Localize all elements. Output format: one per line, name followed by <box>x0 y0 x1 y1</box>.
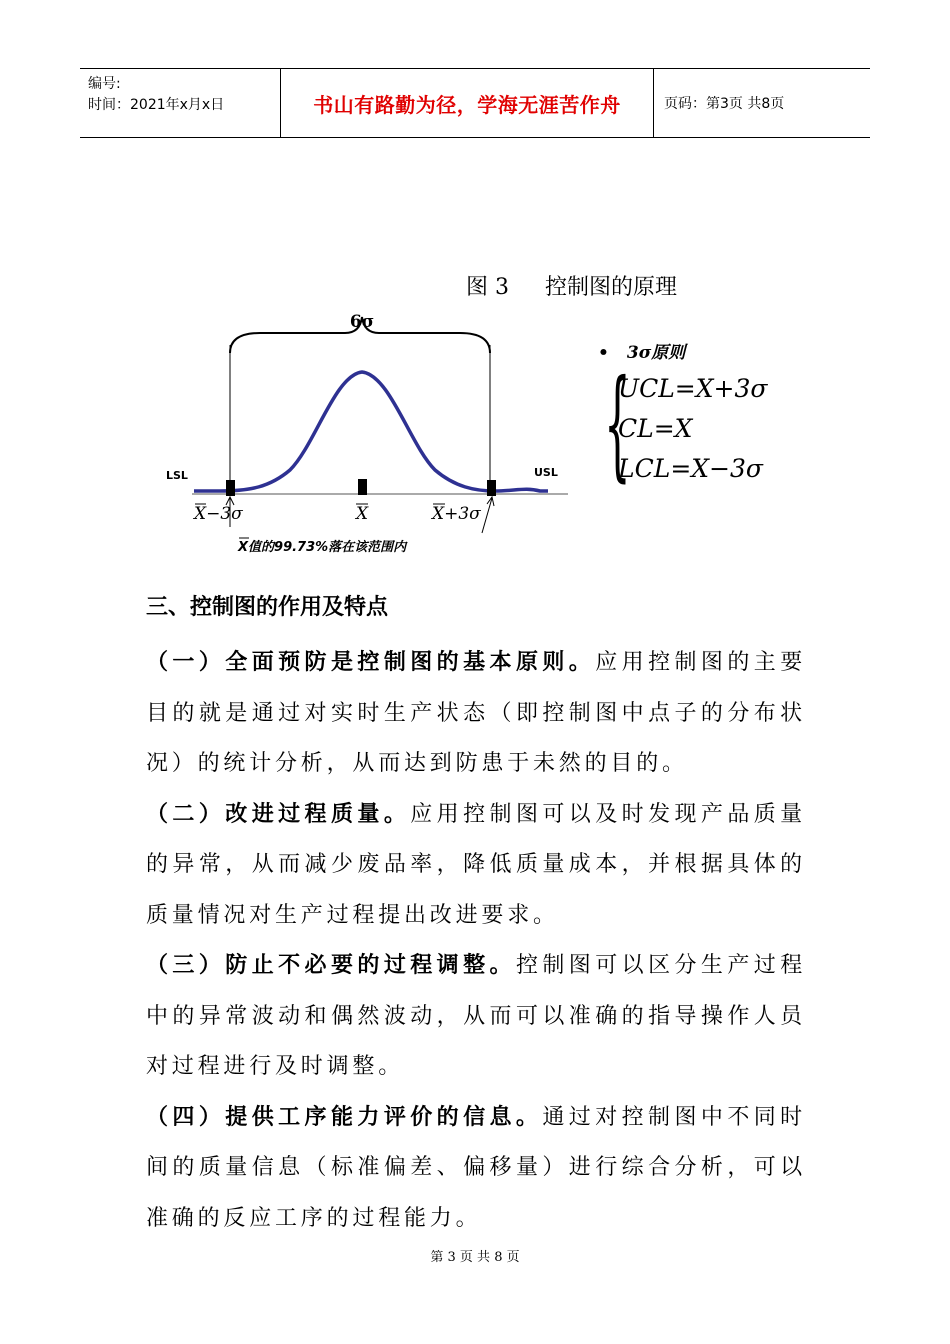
paragraph-3-text: 控制图可以区分生产过程中的异常波动和偶然波动，从而可以准确的指导操作人员对过程进行及时调整。 <box>146 953 806 1079</box>
figure-caption <box>466 270 677 301</box>
three-sigma-rule-box <box>598 338 828 498</box>
paragraph-2-text: 应用控制图可以及时发现产品质量的异常，从而减少废品率，降低质量成本，并根据具体的质量情况对生产过程提出改进要求。 <box>146 801 806 928</box>
bullet-icon: • <box>598 343 609 363</box>
range-note: X值的99.73%落在该范围内 <box>238 540 407 555</box>
paragraph-4 <box>146 1093 806 1245</box>
paragraph-1-heading: （一）全面预防是控制图的基本原则。 <box>146 650 596 675</box>
header-page-cell <box>654 69 870 137</box>
number-label: 编号: <box>88 76 121 92</box>
figure-caption-text: 控制图的原理 <box>545 275 678 300</box>
lsl-label: LSL <box>166 469 188 482</box>
tick-upper-label: X+3σ <box>432 504 481 524</box>
usl-label: USL <box>534 466 558 479</box>
six-sigma-label: 6σ <box>349 312 375 332</box>
header-slogan-cell <box>281 69 654 137</box>
section-title: 三、控制图的作用及特点 <box>146 595 389 620</box>
paragraph-4-text: 通过对控制图中不同时间的质量信息（标准偏差、偏移量）进行综合分析，可以准确的反应工序的过程能力。 <box>146 1104 806 1231</box>
cl-formula: CL=X <box>618 414 693 443</box>
tick-center-label: X <box>355 504 369 524</box>
tick-lower-label: X−3σ <box>194 504 243 524</box>
header-page-info: 页码：第3页 共8页 <box>664 96 785 112</box>
ucl-formula: UCL=X+3σ <box>618 374 768 403</box>
paragraph-1-text: 应用控制图的主要目的就是通过对实时生产状态（即控制图中点子的分布状况）的统计分析，从而达到防患于未然的目的。 <box>146 650 806 776</box>
paragraph-1 <box>146 638 806 790</box>
figure-caption-number: 图 3 <box>466 275 509 300</box>
paragraph-3-heading: （三）防止不必要的过程调整。 <box>146 953 516 978</box>
bell-curve <box>194 372 548 491</box>
paragraph-3 <box>146 941 806 1093</box>
marker-center <box>358 479 367 495</box>
paragraph-2 <box>146 790 806 942</box>
paragraph-4-heading: （四）提供工序能力评价的信息。 <box>146 1104 543 1130</box>
time-label: 时间：2021年x月x日 <box>88 97 225 113</box>
left-brace-icon: { <box>604 355 631 494</box>
page-header <box>80 68 870 138</box>
normal-distribution-diagram <box>150 305 580 560</box>
marker-lower <box>226 480 235 496</box>
paragraph-2-heading: （二）改进过程质量。 <box>146 801 411 827</box>
marker-upper <box>487 480 496 496</box>
body-content <box>146 588 806 1244</box>
rule-title-text: 3σ原则 <box>626 343 686 363</box>
slogan: 书山有路勤为径，学海无涯苦作舟 <box>313 92 621 117</box>
header-meta-cell <box>80 69 281 137</box>
page-footer: 第 3 页 共 8 页 <box>430 1250 520 1265</box>
lcl-formula: LCL=X−3σ <box>618 454 763 483</box>
